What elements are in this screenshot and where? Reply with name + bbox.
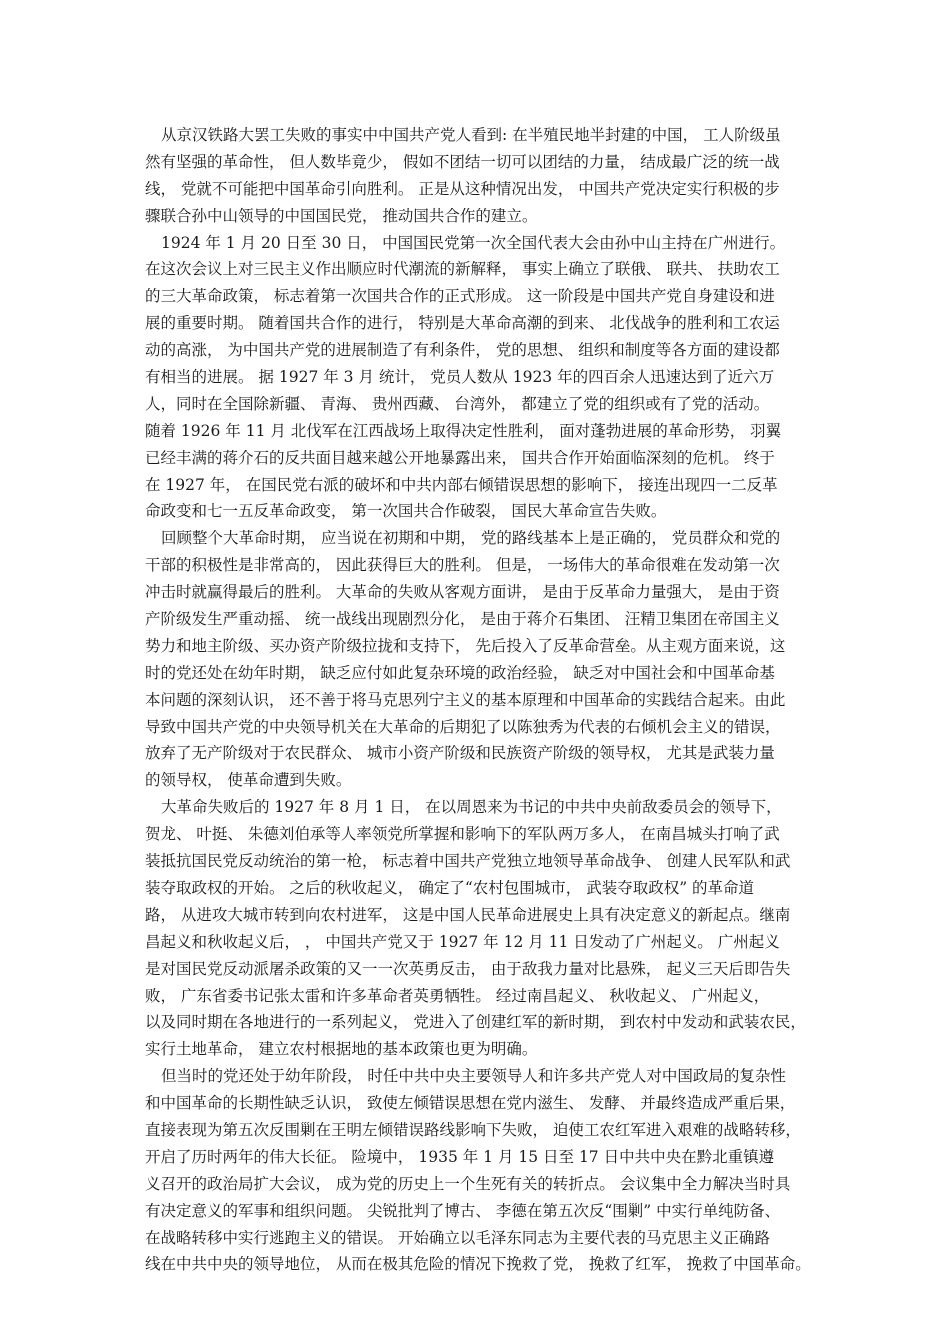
text-line: 路， 从进攻大城市转到向农村进军， 这是中国人民革命进展史上具有决定意义的新起点。继南: [145, 905, 791, 924]
paragraph-4: [145, 794, 817, 1063]
text-line: 贺龙、 叶挺、 朱德刘伯承等人率领党所掌握和影响下的军队两万多人， 在南昌城头打响了武: [145, 825, 780, 844]
text-line: 有决定意义的军事和组织问题。 尖锐批判了博古、 李德在第五次反“围剿” 中实行单纯防备、: [145, 1201, 781, 1220]
paragraph-5: [145, 1063, 817, 1278]
text-line: 以及同时期在各地进行的一系列起义， 党进入了创建红军的新时期， 到农村中发动和武装农民，: [145, 1013, 806, 1032]
text-line: 然有坚强的革命性， 但人数毕竟少， 假如不团结一切可以团结的力量， 结成最广泛的统一战: [145, 152, 780, 171]
text-line: 命政变和七一五反革命政变， 第一次国共合作破裂， 国民大革命宣告失败。: [145, 502, 667, 521]
text-line: 干部的积极性是非常高的， 因此获得巨大的胜利。 但是， 一场伟大的革命很难在发动第一次: [145, 556, 780, 575]
text-line: 和中国革命的长期性缺乏认识， 致使左倾错误思想在党内滋生、 发酵、 并最终造成严重后果，: [145, 1094, 796, 1113]
text-line: 骤联合孙中山领导的中国国民党， 推动国共合作的建立。: [145, 206, 538, 225]
text-line: 本问题的深刻认识， 还不善于将马克思列宁主义的基本原理和中国革命的实践结合起来。由此: [145, 690, 786, 709]
text-line: 昌起义和秋收起义后， ， 中国共产党又于 1927 年 12 月 11 日发动了广州起义。 广州起义: [145, 932, 780, 951]
text-line: 有相当的进展。 据 1927 年 3 月 统计， 党员人数从 1923 年的四百余人迅速达到了近六万: [145, 368, 775, 387]
text-line: 展的重要时期。 随着国共合作的进行， 特别是大革命高潮的到来、 北伐战争的胜利和工农运: [145, 314, 780, 333]
text-line: 的领导权， 使革命遭到失败。: [145, 771, 352, 790]
text-line: 线在中共中央的领导地位， 从而在极其危险的情况下挽救了党， 挽救了红军， 挽救了中国革命。: [145, 1255, 811, 1274]
text-line: 势力和地主阶级、买办资产阶级拉拢和支持下， 先后投入了反革命营垒。从主观方面来说，这: [145, 636, 786, 655]
text-line: 放弃了无产阶级对于农民群众、 城市小资产阶级和民族资产阶级的领导权， 尤其是武装力量: [145, 744, 775, 763]
text-line: 冲击时就赢得最后的胜利。 大革命的失败从客观方面讲， 是由于反革命力量强大， 是由于资: [145, 583, 780, 602]
text-line: 时的党还处在幼年时期， 缺乏应付如此复杂环境的政治经验， 缺乏对中国社会和中国革命基: [145, 663, 775, 682]
text-line: 是对国民党反动派屠杀政策的又一一次英勇反击， 由于敌我力量对比悬殊， 起义三天后即告失: [145, 959, 791, 978]
paragraph-1: [145, 122, 817, 230]
text-line: 从京汉铁路大罢工失败的事实中中国共产党人看到: 在半殖民地半封建的中国， 工人阶级虽: [161, 126, 781, 144]
text-line: 在战略转移中实行逃跑主义的错误。 开始确立以毛泽东同志为主要代表的马克思主义正确路: [145, 1228, 770, 1247]
paragraph-2: [145, 230, 817, 526]
text-line: 回顾整个大革命时期， 应当说在初期和中期， 党的路线基本上是正确的， 党员群众和党的: [161, 529, 781, 548]
text-line: 但当时的党还处于幼年阶段， 时任中共中央主要领导人和许多共产党人对中国政局的复杂性: [161, 1067, 786, 1086]
text-line: 直接表现为第五次反围剿在王明左倾错误路线影响下失败， 迫使工农红军进入艰难的战略转移，: [145, 1120, 801, 1139]
text-line: 1924 年 1 月 20 日至 30 日， 中国国民党第一次全国代表大会由孙中山主持在广州进行。: [161, 233, 786, 252]
text-line: 的三大革命政策， 标志着第一次国共合作的正式形成。 这一阶段是中国共产党自身建设和进: [145, 287, 775, 306]
text-line: 败， 广东省委书记张太雷和许多革命者英勇牺牲。 经过南昌起义、 秋收起义、 广州起义，: [145, 986, 770, 1005]
text-line: 装抵抗国民党反动统治的第一枪， 标志着中国共产党独立地领导革命战争、 创建人民军队和武: [145, 852, 791, 871]
text-line: 义召开的政治局扩大会议， 成为党的历史上一个生死有关的转折点。 会议集中全力解决当时具: [145, 1174, 791, 1193]
text-line: 大革命失败后的 1927 年 8 月 1 日， 在以周恩来为书记的中共中央前敌委员会的领导下，: [161, 798, 782, 817]
text-line: 开启了历时两年的伟大长征。 险境中， 1935 年 1 月 15 日至 17 日中共中央在黔北重镇遵: [145, 1147, 775, 1166]
text-line: 产阶级发生严重动摇、 统一战线出现剧烈分化， 是由于蒋介石集团、 汪精卫集团在帝国主义: [145, 610, 780, 629]
text-line: 在 1927 年， 在国民党右派的破坏和中共内部右倾错误思想的影响下， 接连出现四一二反革: [145, 475, 778, 494]
text-line: 已经丰满的蒋介石的反共面目越来越公开地暴露出来， 国共合作开始面临深刻的危机。 终于: [145, 448, 775, 467]
text-line: 人，同时在全国除新疆、 青海、 贵州西藏、 台湾外， 都建立了党的组织或有了党的活动。: [145, 394, 770, 413]
text-line: 实行土地革命， 建立农村根据地的基本政策也更为明确。: [145, 1040, 538, 1059]
text-line: 线， 党就不可能把中国革命引向胜利。 正是从这种情况出发， 中国共产党决定实行积极的步: [145, 179, 780, 198]
text-line: 动的高涨， 为中国共产党的进展制造了有利条件， 党的思想、 组织和制度等各方面的建设都: [145, 341, 780, 360]
text-line: 在这次会议上对三民主义作出顺应时代潮流的新解释， 事实上确立了联俄、 联共、 扶助农工: [145, 260, 780, 279]
document-body: [145, 122, 817, 1278]
text-line: 随着 1926 年 11 月 北伐军在江西战场上取得决定性胜利， 面对蓬勃进展的革命形势， 羽翼: [145, 421, 782, 440]
paragraph-3: [145, 525, 817, 794]
text-line: 导致中国共产党的中央领导机关在大革命的后期犯了以陈独秀为代表的右倾机会主义的错误，: [145, 717, 781, 736]
text-line: 装夺取政权的开始。 之后的秋收起义， 确定了“农村包围城市， 武装夺取政权” 的革命道: [145, 878, 755, 897]
